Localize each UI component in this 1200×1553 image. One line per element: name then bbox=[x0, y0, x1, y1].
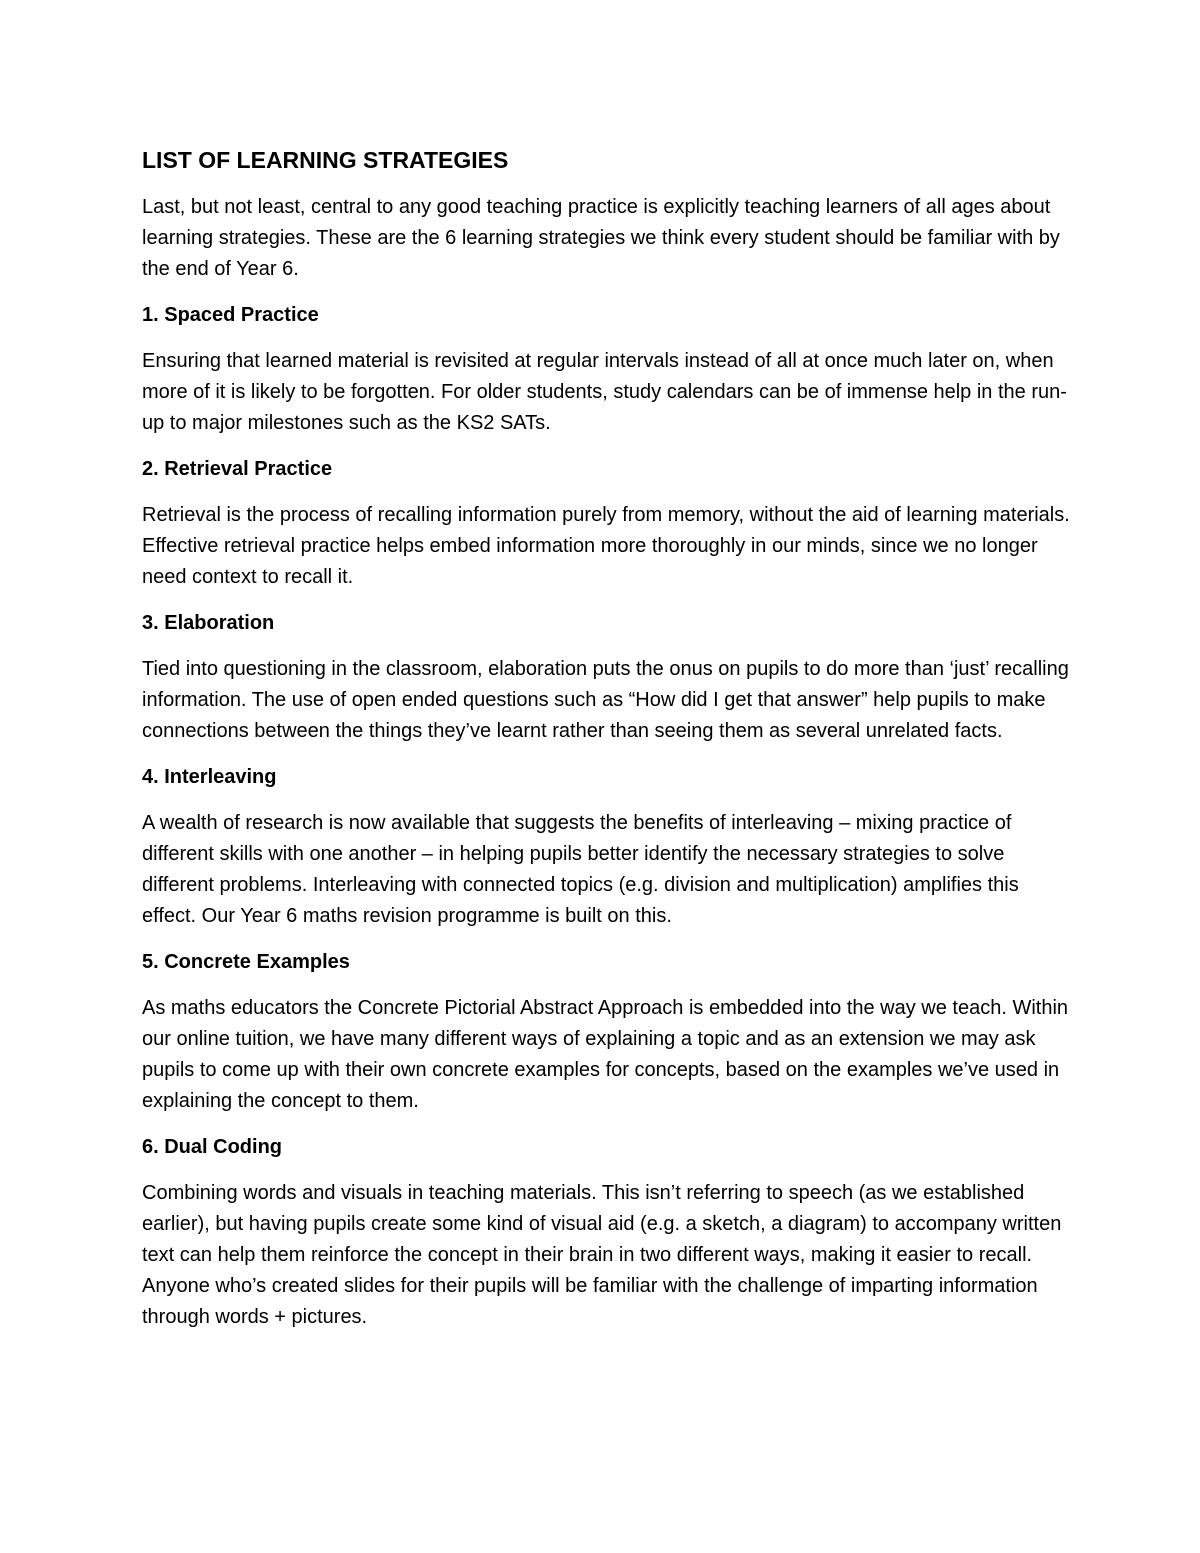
section-concrete-examples bbox=[142, 947, 1072, 1117]
document-page bbox=[142, 140, 1072, 1348]
intro-paragraph: Last, but not least, central to any good teaching practice is explicitly teaching learners of all ages about learning strategies. These are the 6 learning strategies we think every student should be familiar with by the end of Year 6. bbox=[142, 196, 1060, 280]
section-body: Ensuring that learned material is revisited at regular intervals instead of all at once much later on, when more of it is likely to be forgotten. For older students, study calendars can be of immense help in the run-up to major milestones such as the KS2 SATs. bbox=[142, 350, 1067, 434]
section-body: Retrieval is the process of recalling information purely from memory, without the aid of learning materials. Effective retrieval practice helps embed information more thoroughly in our minds, since we no longer need context to recall it. bbox=[142, 504, 1070, 588]
section-heading: 1. Spaced Practice bbox=[142, 304, 319, 326]
section-spaced-practice bbox=[142, 300, 1072, 439]
section-retrieval-practice bbox=[142, 454, 1072, 593]
section-body: A wealth of research is now available that suggests the benefits of interleaving – mixing practice of different skills with one another – in helping pupils better identify the necessary strategies to solve different problems. Interleaving with connected topics (e.g. division and multiplication) amplifies this effect. Our Year 6 maths revision programme is built on this. bbox=[142, 812, 1019, 927]
section-body: Tied into questioning in the classroom, elaboration puts the onus on pupils to do more than ‘just’ recalling information. The use of open ended questions such as “How did I get that answer” help pupils to make connections between the things they’ve learnt rather than seeing them as several unrelated facts. bbox=[142, 658, 1069, 742]
document-title: LIST OF LEARNING STRATEGIES bbox=[142, 147, 509, 173]
section-heading: 6. Dual Coding bbox=[142, 1136, 282, 1158]
section-heading: 4. Interleaving bbox=[142, 766, 277, 788]
section-interleaving bbox=[142, 762, 1072, 932]
section-heading: 5. Concrete Examples bbox=[142, 951, 350, 973]
section-body: Combining words and visuals in teaching materials. This isn’t referring to speech (as we established earlier), but having pupils create some kind of visual aid (e.g. a sketch, a diagram) to accompany written text can help them reinforce the concept in their brain in two different ways, making it easier to recall. Anyone who’s created slides for their pupils will be familiar with the challenge of imparting information through words + pictures. bbox=[142, 1182, 1062, 1328]
section-elaboration bbox=[142, 608, 1072, 747]
section-body: As maths educators the Concrete Pictorial Abstract Approach is embedded into the way we teach. Within our online tuition, we have many different ways of explaining a topic and as an extension we may ask pupils to come up with their own concrete examples for concepts, based on the examples we’ve used in explaining the concept to them. bbox=[142, 997, 1069, 1112]
section-dual-coding bbox=[142, 1132, 1072, 1333]
section-heading: 3. Elaboration bbox=[142, 612, 275, 634]
section-heading: 2. Retrieval Practice bbox=[142, 458, 333, 480]
